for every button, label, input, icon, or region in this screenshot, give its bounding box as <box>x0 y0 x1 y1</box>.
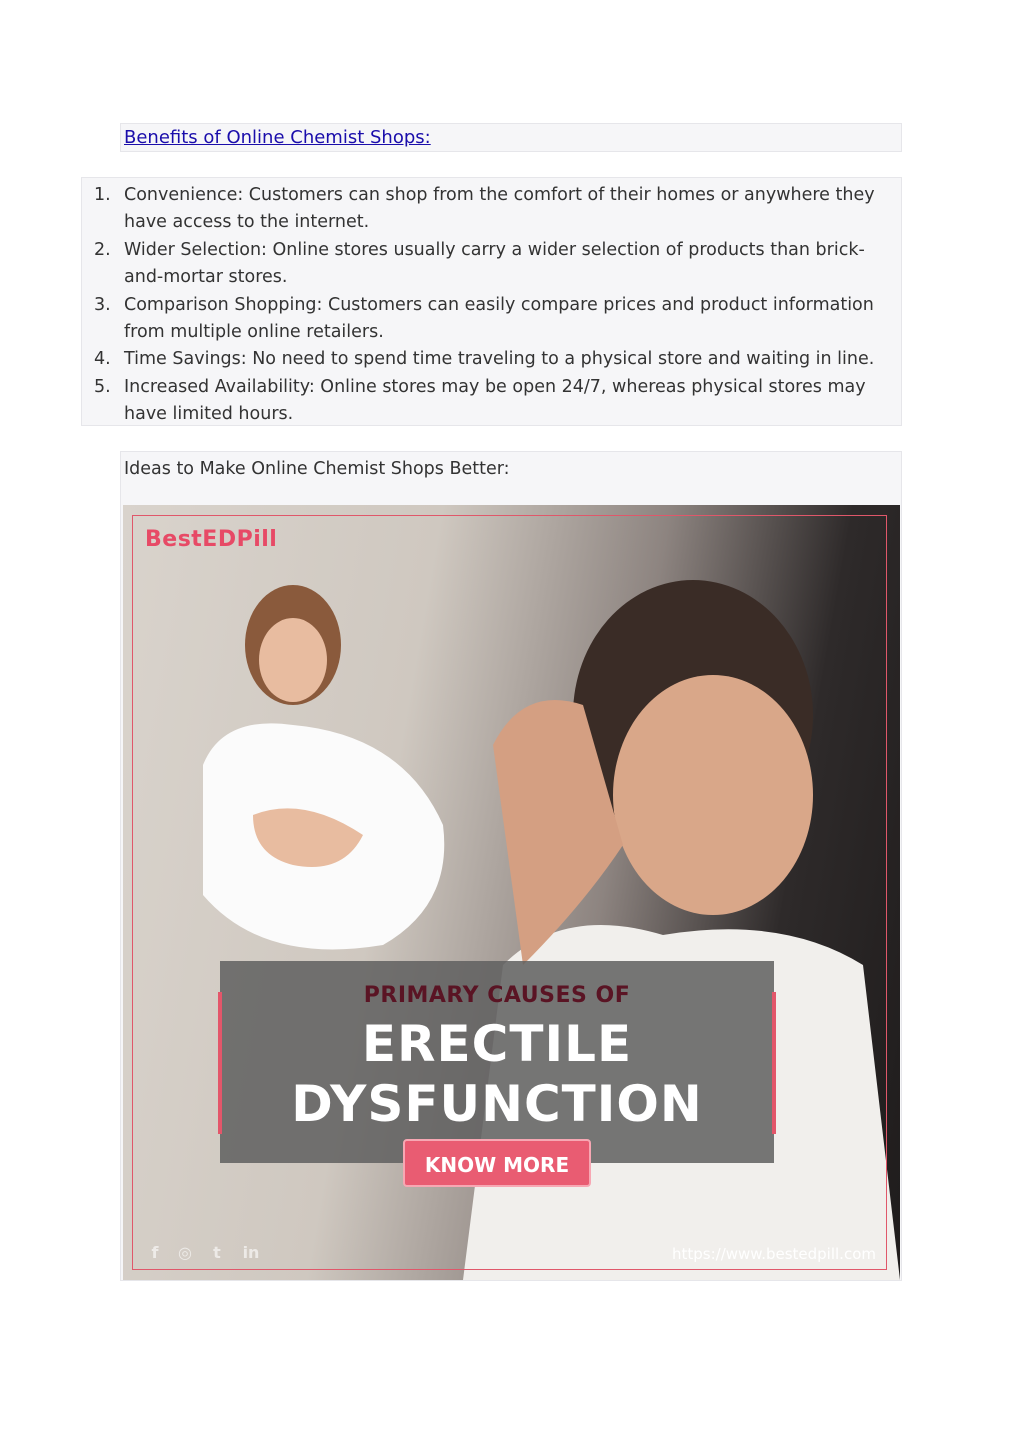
banner-title-line1: ERECTILE <box>361 1015 633 1073</box>
linkedin-icon[interactable]: in <box>242 1243 260 1262</box>
banner-subtitle: PRIMARY CAUSES OF <box>363 983 631 1008</box>
bestedpill-logo: BestEDPill <box>145 527 278 552</box>
list-item-text: Convenience: Customers can shop from the comfort of their homes or anywhere they have access to the internet. <box>124 185 875 233</box>
list-item <box>82 292 903 347</box>
list-number: 1. <box>94 185 111 205</box>
benefits-list-box <box>81 177 902 426</box>
ideas-heading: Ideas to Make Online Chemist Shops Better: <box>124 459 510 479</box>
banner-title-line2: DYSFUNCTION <box>291 1075 703 1133</box>
facebook-icon[interactable]: f <box>151 1243 159 1262</box>
list-item <box>82 374 903 429</box>
heading-box <box>120 123 902 152</box>
benefits-heading-link[interactable]: Benefits of Online Chemist Shops: <box>124 127 431 148</box>
list-item <box>82 237 903 292</box>
twitter-icon[interactable]: t <box>213 1243 221 1262</box>
benefits-list <box>82 182 903 429</box>
list-item-text: Comparison Shopping: Customers can easily compare prices and product information from multiple online retailers. <box>124 294 874 343</box>
list-number: 5. <box>94 376 111 397</box>
list-number: 3. <box>94 294 111 315</box>
know-more-button[interactable]: KNOW MORE <box>403 1139 591 1187</box>
list-item <box>82 346 903 373</box>
list-item-text: Increased Availability: Online stores may be open 24/7, whereas physical stores may have limited hours. <box>124 376 866 425</box>
list-item <box>82 182 903 237</box>
list-item-text: Time Savings: No need to spend time traveling to a physical store and waiting in line. <box>124 349 875 370</box>
banner-url: https://www.bestedpill.com <box>672 1245 876 1263</box>
list-number: 4. <box>94 349 111 370</box>
instagram-icon[interactable]: ◎ <box>178 1243 192 1262</box>
ad-banner-image[interactable] <box>123 505 900 1280</box>
list-item-text: Wider Selection: Online stores usually carry a wider selection of products than brick-and-mortar stores. <box>124 239 865 288</box>
list-number: 2. <box>94 239 111 260</box>
